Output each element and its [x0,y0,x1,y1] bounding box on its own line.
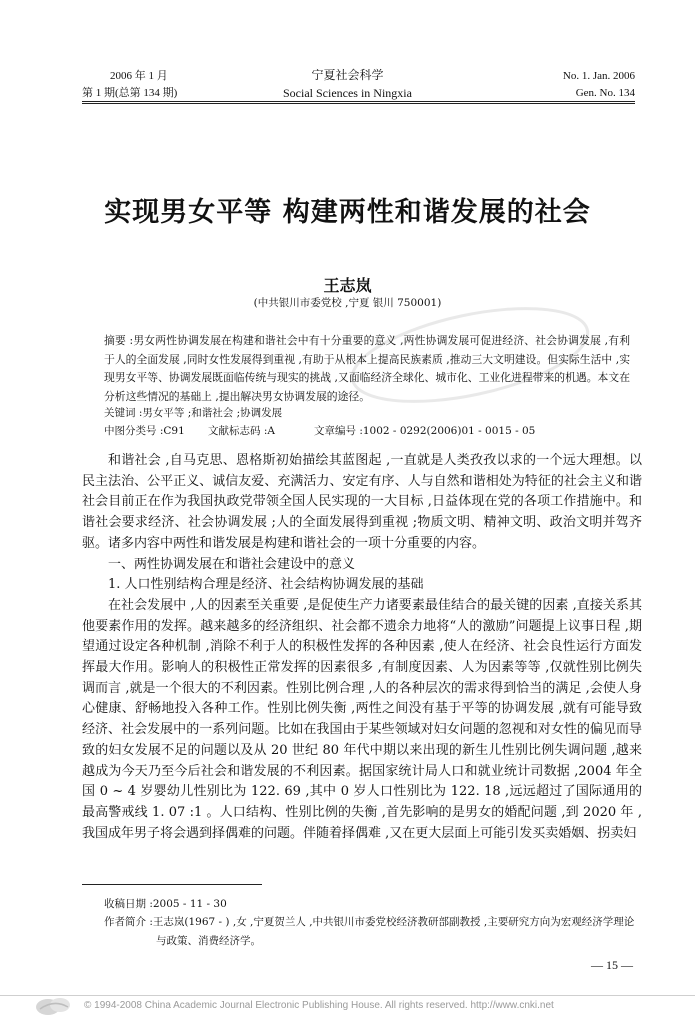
document-code: 文献标志码 :A [208,425,275,437]
header-date: 2006 年 1 月 [110,70,168,82]
keywords [104,405,282,421]
cnki-logo-icon [34,995,74,1017]
article-body [82,451,642,844]
header-issue-en-1: No. 1. Jan. 2006 [562,70,635,82]
clc-number: 中图分类号 :C91 [104,425,185,437]
abstract-label: 摘要 : [104,334,134,347]
author-bio-text: 王志岚(1967 - ) ,女 ,宁夏贺兰人 ,中共银川市委党校经济教研部副教授 ,主要研究方向为宏观经济学理论与政策、消费经济学。 [152,916,635,947]
copyright-notice: © 1994-2008 China Academic Journal Electronic Publishing House. All rights reserved. http://www.cnki.net [84,1000,554,1011]
page-number: — 15 — [591,958,633,972]
body-paragraph: 在社会发展中 ,人的因素至关重要 ,是促使生产力诸要素最佳结合的最关键的因素 ,直接关系其他要素作用的发挥。越来越多的经济组织、社会都不遗余力地将“人的激励”问题提上议事日程 ,期望通过设定各种机制 ,消除不利于人的积极性发挥的各种因素 ,使人在经济、社会良性运行方面发挥最大作用。影响人的积极性正常发挥的因素很多 ,有制度因素、人为因素等等 ,仅就性别比例失调而言 ,就是一个很大的不利因素。性别比例合理 ,人的各种层次的需求得到恰当的满足 ,会使人身心健康、舒畅地投入各种工作。性别比例失衡 ,两性之间没有基于平等的协调发展 ,就有可能导致经济、社会发展中的一系列问题。比如在我国由于某些领域对妇女问题的忽视和对女性的偏见而导致的妇女发展不足的问题以及从 20 世纪 80 年代中期以来出现的新生儿性别比例失调问题 ,越来越成为今天乃至今后社会和谐发展的不利因素。据国家统计局人口和就业统计司数据 ,2004 年全国 0 ~ 4 岁婴幼儿性别比为 122. 69 ,其中 0 岁人口性别比为 122. 18 ,远远超过了国际通用的最高警戒线 1. 07 :1 。人口结构、性别比例的失衡 ,首先影响的是男女的婚配问题 ,到 2020 年 ,我国成年男子将会遇到择偶难的问题。伴随着择偶难 ,又在更大层面上可能引发买卖婚姻、拐卖妇 [82,597,642,841]
author-affiliation: (中共银川市委党校 ,宁夏 银川 750001) [253,297,442,309]
author-bio [104,913,644,950]
article-number: 文章编号 :1002 - 0292(2006)01 - 0015 - 05 [314,425,536,437]
author-bio-label: 作者简介 : [104,916,153,928]
footer-rule [0,995,695,996]
keywords-label: 关键词 : [104,407,143,419]
header-rule-2 [82,103,635,104]
abstract-text: 男女两性协调发展在构建和谐社会中有十分重要的意义 ,两性协调发展可促进经济、社会协调发展 ,有利于人的全面发展 ,同时女性发展得到重视 ,有助于从根本上提高民族素质 ,推动三大文明建设。但实际生活中 ,实现男女平等、协调发展既面临传统与现实的挑战 ,又面临经济全球化、城市化、工业化进程带来的机遇。本文在分析这些情况的基础上 ,提出解决男女协调发展的途径。 [104,334,630,403]
abstract [104,332,630,406]
article-title: 实现男女平等 构建两性和谐发展的社会 [104,197,591,228]
received-date: 收稿日期 :2005 - 11 - 30 [104,898,227,910]
header-issue-en-2: Gen. No. 134 [575,87,635,99]
header-issue-cn: 第 1 期(总第 134 期) [82,87,178,99]
header-rule [82,101,635,102]
header-journal-en: Social Sciences in Ningxia [283,86,412,100]
section-heading: 一、两性协调发展在和谐社会建设中的意义 [108,556,356,572]
keywords-text: 男女平等 ;和谐社会 ;协调发展 [142,407,283,419]
subsection-heading: 1. 人口性别结构合理是经济、社会结构协调发展的基础 [108,577,424,593]
header-journal-cn: 宁夏社会科学 [311,68,384,82]
author-name: 王志岚 [323,276,372,295]
footnote-rule [82,884,262,885]
body-intro: 和谐社会 ,自马克思、恩格斯初始描绘其蓝图起 ,一直就是人类孜孜以求的一个远大理想。以民主法治、公平正义、诚信友爱、充满活力、安定有序、人与自然和谐相处为特征的社会主义和谐社会目前正在作为我国执政党带领全国人民实现的一大目标 ,日益体现在党的各项工作措施中。和谐社会要求经济、社会协调发展 ;人的全面发展得到重视 ;物质文明、精神文明、政治文明并驾齐驱。诸多内容中两性和谐发展是构建和谐社会的一项十分重要的内容。 [82,453,642,551]
